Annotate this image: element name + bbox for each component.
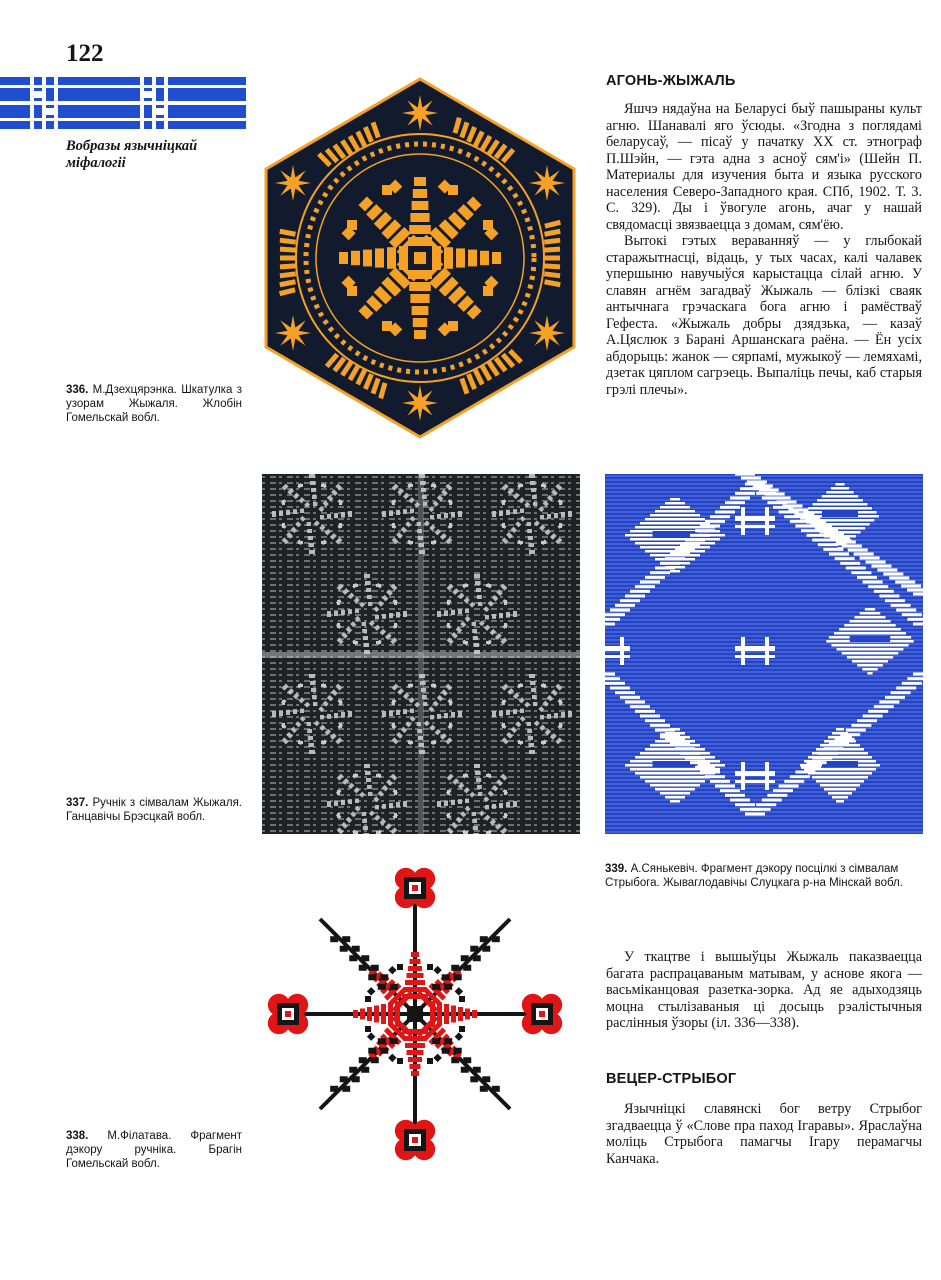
figure-336-hexagon-box xyxy=(262,77,578,439)
caption-337 xyxy=(66,796,242,824)
caption-338-number: 338. xyxy=(66,1130,89,1142)
figure-339-blue-bedspread xyxy=(605,474,923,834)
caption-339 xyxy=(605,862,921,890)
caption-336-text: М.Дзехцярэнка. Шкатулка з узорам Жыжаля. Жлобін Гомельскай вобл. xyxy=(66,384,242,424)
caption-338-text: М.Філатава. Фрагмент дэкору ручніка. Брагін Гомельскай вобл. xyxy=(66,1130,242,1170)
caption-339-number: 339. xyxy=(605,863,628,875)
paragraph-3: У ткацтве і вышыўцы Жыжаль паказваецца багата распрацаваным матывам, у аснове якога — васьміканцовая разетка-зорка. Ад яе адыходзяць моцна стылізаваныя ці досыць рэалістычныя раслінныя ўзоры (іл. 336—338). xyxy=(606,949,922,1031)
article-body-1 xyxy=(606,101,922,398)
woven-band-ornament xyxy=(0,77,246,129)
paragraph-2: Вытокі гэтых вераванняў — у глыбокай старажытнасці, відаць, у тых часах, калі чалавек упершыню навучыўся карыстацца сілай агню. У славян агнём загадваў Жыжаль — блізкі сваяк антычнага грэчаскага бога агню і рамёстваў Гефеста. «Жыжаль добры дзядзька, — казаў А.Цяслюк з Барані Аршанскага раёна. — Ён усіх абдорыць: жанок — сярпамі, мужыкоў — лемяхамі, дзетак цяплом сагрэець. Выпаліць печы, каб старыя грэлі плечы». xyxy=(606,233,922,398)
figure-337-woven-towel xyxy=(262,474,580,834)
article-body-2 xyxy=(606,949,922,1032)
article-body-3 xyxy=(606,1101,922,1167)
caption-336-number: 336. xyxy=(66,384,89,396)
paragraph-1: Яшчэ нядаўна на Беларусі быў пашыраны культ агню. Шанавалі яго ўсюды. «Згодна з поглядамі беларусаў, — пісаў у пачатку XX ст. этнограф П.Шэйн, — гэта адна з асноў сям'і» (Шейн П. Материалы для изучения быта и языка русского населения Северо-Западного края. СПб, 1902. Т. 3. С. 329). Ды і ўвогуле агонь, ачаг у нашай свядомасці звязваецца з домам, сям'ёю. xyxy=(606,101,922,233)
caption-337-number: 337. xyxy=(66,797,89,809)
caption-339-text: А.Сянькевіч. Фрагмент дэкору посцілкі з сімвалам Стрыбога. Жываглодавічы Слуцкага р-на Мінскай вобл. xyxy=(605,863,903,889)
figure-338-embroidery xyxy=(258,858,572,1170)
caption-336 xyxy=(66,383,242,425)
caption-338 xyxy=(66,1129,242,1171)
heading-agon-zhyzhal: АГОНЬ-ЖЫЖАЛЬ xyxy=(606,73,736,89)
caption-337-text: Ручнік з сімвалам Жыжаля. Ганцавічы Брэсцкай вобл. xyxy=(66,797,242,823)
heading-vecer-strybog: ВЕЦЕР-СТРЫБОГ xyxy=(606,1071,737,1087)
page-number: 122 xyxy=(66,40,104,67)
section-title: Вобразы язычніцкай міфалогіі xyxy=(66,138,198,171)
paragraph-4: Язычніцкі славянскі бог ветру Стрыбог згадваецца ў «Слове пра паход Ігаравы». Яраслаўна моліць Стрыбога памагчы Ігару перамагчы Канчака. xyxy=(606,1101,922,1167)
